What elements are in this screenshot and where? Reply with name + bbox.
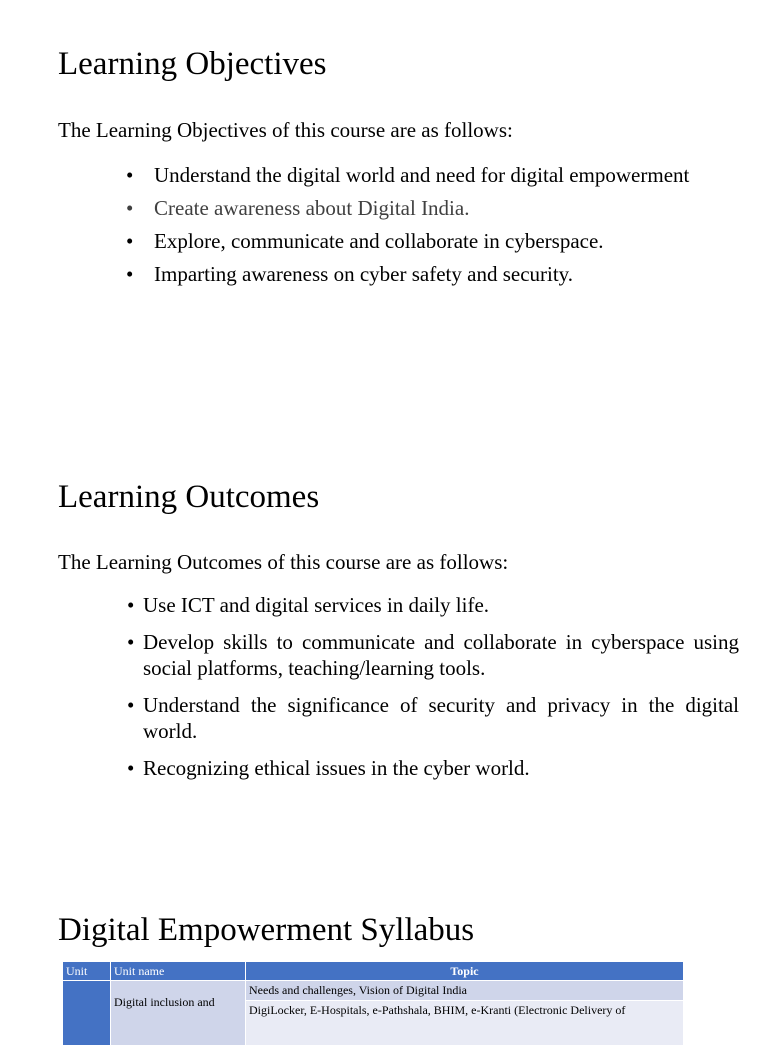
syllabus-table	[62, 961, 684, 1046]
unit-name-text: Digital inclusion and	[114, 995, 215, 1009]
objective-item: • Create awareness about Digital India.	[154, 195, 709, 221]
topic-cell: Needs and challenges, Vision of Digital India	[246, 981, 684, 1001]
outcome-item: • Understand the significance of security and privacy in the digital world.	[143, 692, 739, 744]
outcomes-list	[143, 592, 739, 792]
outcomes-heading: Learning Outcomes	[58, 479, 320, 515]
outcome-item: • Develop skills to communicate and collaborate in cyberspace using social platforms, teaching/learning tools.	[143, 629, 739, 681]
unit-name-cell	[111, 981, 246, 1046]
column-header-unit: Unit	[63, 962, 111, 981]
objective-item: • Explore, communicate and collaborate in cyberspace.	[154, 228, 709, 254]
objective-item: • Imparting awareness on cyber safety and security.	[154, 261, 709, 287]
table-row	[63, 981, 684, 1001]
column-header-unit-name: Unit name	[111, 962, 246, 981]
unit-cell	[63, 981, 111, 1046]
objectives-list	[154, 162, 709, 294]
topic-cell: DigiLocker, E-Hospitals, e-Pathshala, BHIM, e-Kranti (Electronic Delivery of	[246, 1001, 684, 1046]
outcome-item: • Recognizing ethical issues in the cyber world.	[143, 755, 739, 781]
objectives-intro: The Learning Objectives of this course are as follows:	[58, 118, 513, 142]
objective-item: • Understand the digital world and need for digital empowerment	[154, 162, 709, 188]
outcome-item: • Use ICT and digital services in daily life.	[143, 592, 739, 618]
syllabus-heading: Digital Empowerment Syllabus	[58, 912, 475, 948]
outcomes-intro: The Learning Outcomes of this course are as follows:	[58, 550, 509, 574]
objectives-heading: Learning Objectives	[58, 46, 327, 82]
column-header-topic: Topic	[246, 962, 684, 981]
